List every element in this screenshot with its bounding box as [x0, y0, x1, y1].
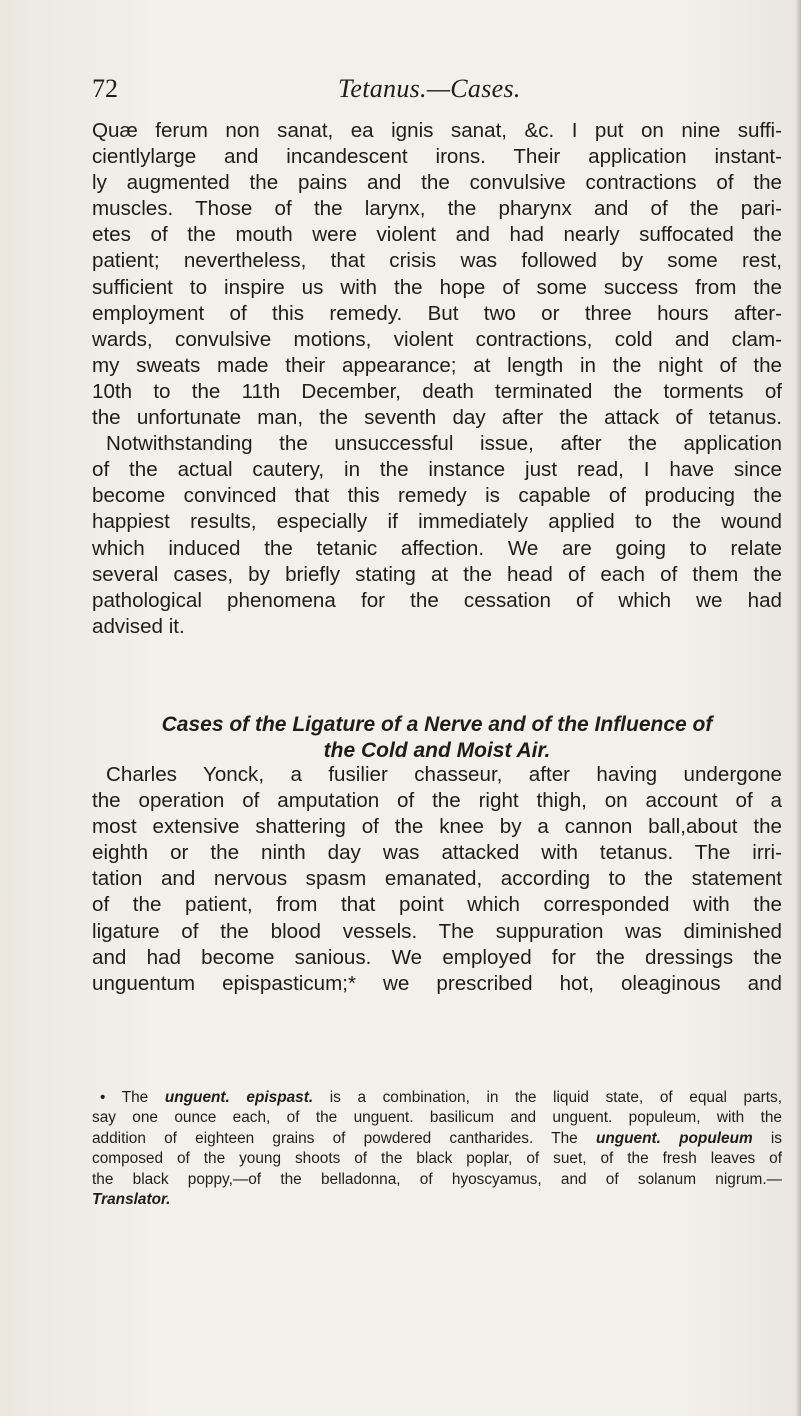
body-text [92, 118, 782, 640]
footnote-line: say one ounce each, of the unguent. basilicum and unguent. populeum, with the [92, 1109, 782, 1127]
paragraph-1 [92, 118, 782, 431]
footnote-italic: unguent. populeum [595, 1129, 753, 1147]
footnote [92, 1088, 782, 1210]
text-line: Notwithstanding the unsuccessful issue, after the application [106, 432, 782, 456]
text-line: wards, convulsive motions, violent contractions, cold and clam- [92, 327, 782, 351]
heading-line: Cases of the Ligature of a Nerve and of the Influence of [161, 713, 713, 736]
paragraph-2 [92, 431, 782, 640]
footnote-marker: • [100, 1089, 106, 1106]
page-header [92, 74, 792, 110]
footnote-text: The [533, 1129, 596, 1147]
footnote-italic: unguent. epispast. [164, 1089, 314, 1106]
text-line: tation and nervous spasm emanated, according to the statement [92, 867, 782, 891]
text-line: the unfortunate man, the seventh day after the attack of tetanus. [92, 406, 782, 430]
text-line: the operation of amputation of the right thigh, on account of a [92, 789, 782, 813]
footnote-text: The [121, 1089, 165, 1106]
section-heading [92, 712, 782, 764]
text-line: become convinced that this remedy is capable of producing the [92, 484, 782, 508]
text-line: Quæ ferum non sanat, ea ignis sanat, &c. I put on nine suffi- [92, 119, 782, 142]
text-line: ligature of the blood vessels. The suppuration was diminished [92, 919, 782, 943]
text-line: cientlylarge and incandescent irons. Their application instant- [92, 145, 782, 169]
text-line: etes of the mouth were violent and had nearly suffocated the [92, 223, 782, 247]
footnote-line: the black poppy,—of the belladonna, of hyoscyamus, and of solanum nigrum.— [92, 1170, 782, 1188]
footnote-text: is [752, 1129, 782, 1147]
text-line: of the patient, from that point which corresponded with the [92, 893, 782, 917]
text-line: several cases, by briefly stating at the head of each of them the [92, 562, 782, 586]
text-line: patient; nevertheless, that crisis was followed by some rest, [92, 249, 782, 273]
text-line: advised it. [92, 614, 185, 638]
text-line: which induced the tetanic affection. We are going to relate [92, 536, 782, 560]
text-line: ly augmented the pains and the convulsive contractions of the [92, 171, 782, 195]
footnote-line [92, 1129, 782, 1149]
heading-line: the Cold and Moist Air. [323, 739, 551, 763]
footnote-line [92, 1088, 782, 1108]
footnote-text: addition of eighteen grains of powdered cantharides. [92, 1129, 534, 1147]
paragraph-3 [92, 762, 782, 997]
footnote-line: Translator. [92, 1190, 171, 1208]
page-number: 72 [92, 74, 118, 103]
text-line: eighth or the ninth day was attacked with tetanus. The irri- [92, 841, 782, 865]
text-line: sufficient to inspire us with the hope of some success from the [92, 275, 782, 299]
text-line: muscles. Those of the larynx, the pharynx and of the pari- [92, 197, 782, 221]
text-line: unguentum epispasticum;* we prescribed hot, oleaginous and [92, 971, 782, 995]
text-line: most extensive shattering of the knee by a cannon ball,about the [92, 815, 782, 839]
text-line: Charles Yonck, a fusilier chasseur, after having undergone [106, 763, 782, 786]
text-line: pathological phenomena for the cessation of which we had [92, 588, 782, 612]
page-edge-shadow [795, 0, 801, 1416]
running-head: Tetanus.—Cases. [338, 74, 521, 103]
text-line: employment of this remedy. But two or three hours after- [92, 301, 782, 325]
text-line: my sweats made their appearance; at length in the night of the [92, 353, 782, 377]
text-line: 10th to the 11th December, death terminated the torments of [92, 379, 782, 403]
text-line: happiest results, especially if immediately applied to the wound [92, 510, 782, 534]
text-line: and had become sanious. We employed for the dressings the [92, 945, 782, 969]
text-line: of the actual cautery, in the instance just read, I have since [92, 458, 782, 482]
footnote-line: composed of the young shoots of the black poplar, of suet, of the fresh leaves of [92, 1150, 782, 1168]
footnote-text: is a combination, in the liquid state, of equal parts, [313, 1089, 783, 1106]
